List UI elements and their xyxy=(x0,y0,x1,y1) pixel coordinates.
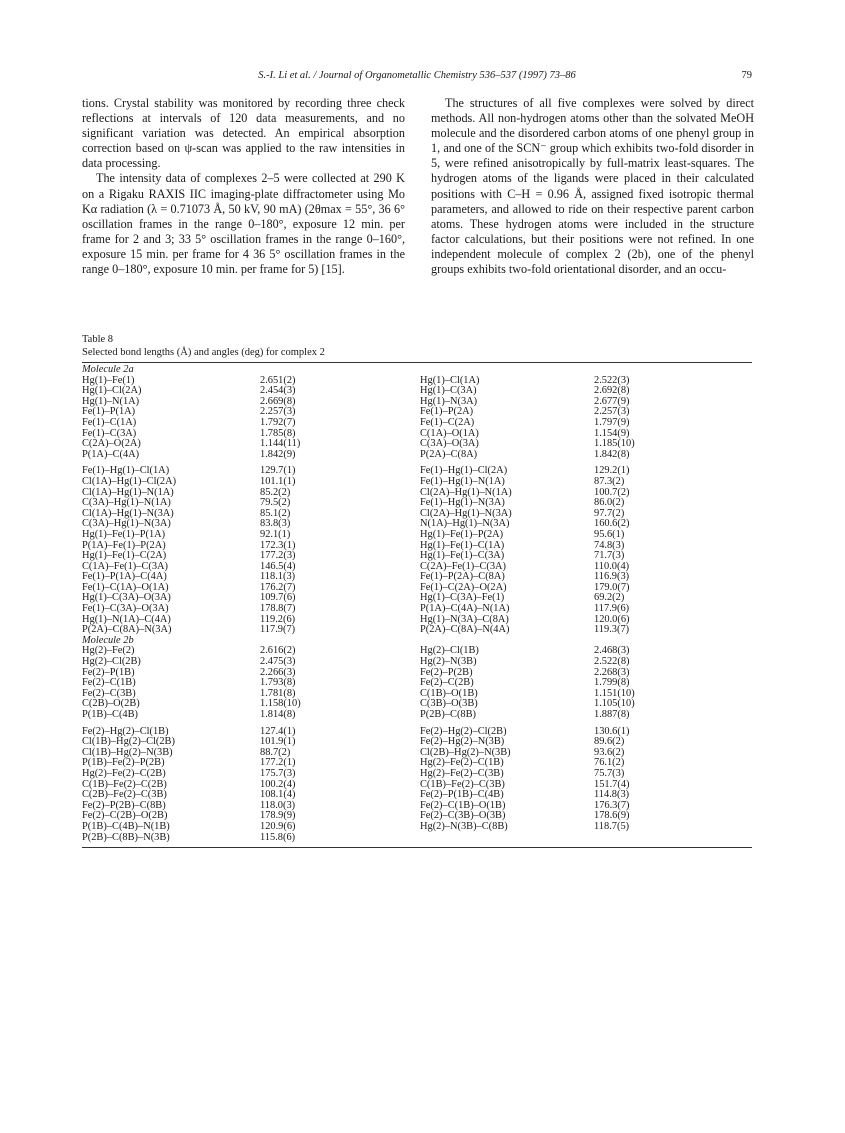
bond-label: P(1B)–Fe(2)–P(2B) xyxy=(82,757,165,769)
page-number: 79 xyxy=(741,70,752,81)
bond-value: 71.7(3) xyxy=(594,550,625,562)
bond-value: 95.6(1) xyxy=(594,528,625,540)
bond-label: P(1B)–C(4B)–N(1B) xyxy=(82,820,170,832)
bond-label: Fe(2)–P(2B) xyxy=(420,666,473,678)
bond-label: Hg(1)–C(3A)–Fe(1) xyxy=(420,592,505,604)
table-row xyxy=(82,801,752,812)
bond-value: 172.3(1) xyxy=(260,539,296,551)
bond-value: 89.6(2) xyxy=(594,736,625,748)
bond-value: 2.616(2) xyxy=(260,645,296,657)
bond-label: Hg(1)–Fe(1)–P(1A) xyxy=(82,528,166,540)
table-row xyxy=(82,466,752,477)
bond-label: Hg(2)–Cl(2B) xyxy=(82,656,141,668)
bond-label: Hg(1)–Fe(1)–C(3A) xyxy=(420,550,505,562)
table-row xyxy=(82,562,752,573)
bond-label: Fe(2)–P(1B) xyxy=(82,666,135,678)
bond-value: 151.7(4) xyxy=(594,778,630,790)
bond-value: 176.3(7) xyxy=(594,799,630,811)
bond-label: Fe(1)–P(1A) xyxy=(82,406,136,418)
table-row xyxy=(82,833,752,844)
bond-label: Hg(2)–Fe(2) xyxy=(82,645,135,657)
bond-value: 177.2(1) xyxy=(260,757,296,769)
bond-label: Fe(2)–P(1B)–C(4B) xyxy=(420,789,504,801)
bond-value: 83.8(3) xyxy=(260,518,291,530)
table-row xyxy=(82,386,752,397)
bond-label: Cl(2B)–Hg(2)–N(3B) xyxy=(420,746,511,758)
table-row xyxy=(82,407,752,418)
bond-label: Cl(1B)–Hg(2)–N(3B) xyxy=(82,746,173,758)
bond-value: 1.887(8) xyxy=(594,709,630,720)
bond-label: Hg(1)–N(3A)–C(8A) xyxy=(420,613,509,625)
bond-label: Cl(1A)–Hg(1)–Cl(2A) xyxy=(82,475,177,487)
table-row xyxy=(82,811,752,822)
bond-table xyxy=(82,365,752,843)
bond-value: 69.2(2) xyxy=(594,592,625,604)
bond-value: 114.8(3) xyxy=(594,789,630,801)
table-row xyxy=(82,498,752,509)
table-row xyxy=(82,780,752,791)
bond-value: 74.8(3) xyxy=(594,539,625,551)
bond-value: 2.692(8) xyxy=(594,385,630,397)
bond-label: Fe(2)–C(2B)–O(2B) xyxy=(82,810,168,822)
table-row xyxy=(82,397,752,408)
bond-value: 79.5(2) xyxy=(260,497,291,509)
bond-label: Hg(1)–Fe(1)–C(1A) xyxy=(420,539,505,551)
table-row xyxy=(82,477,752,488)
bond-label: P(1A)–C(4A) xyxy=(82,448,140,460)
section-heading xyxy=(82,365,752,376)
bond-label: Hg(1)–Fe(1) xyxy=(82,374,135,386)
bond-label: Fe(2)–C(3B)–O(3B) xyxy=(420,810,506,822)
bond-value: 2.257(3) xyxy=(260,406,296,418)
bond-value: 1.154(9) xyxy=(594,427,630,439)
bond-value: 92.1(1) xyxy=(260,528,291,540)
table-row xyxy=(82,769,752,780)
bond-value: 2.651(2) xyxy=(260,374,296,386)
bond-label: Fe(1)–P(1A)–C(4A) xyxy=(82,571,167,583)
bond-value: 130.6(1) xyxy=(594,725,630,737)
table-row xyxy=(82,710,752,721)
bond-label: P(1B)–C(4B) xyxy=(82,709,138,720)
bond-value: 1.105(10) xyxy=(594,698,635,710)
bond-label: Fe(1)–C(3A)–O(3A) xyxy=(82,603,169,615)
table-row xyxy=(82,450,752,461)
table-row xyxy=(82,625,752,636)
bond-value: 120.9(6) xyxy=(260,820,296,832)
bond-label: Fe(1)–C(2A) xyxy=(420,416,475,428)
bond-value: 1.797(9) xyxy=(594,416,630,428)
table-row xyxy=(82,668,752,679)
bond-label: Fe(1)–C(1A)–O(1A) xyxy=(82,581,169,593)
bond-value: 129.7(1) xyxy=(260,465,296,477)
table-row xyxy=(82,418,752,429)
bond-label: Hg(2)–N(3B) xyxy=(420,656,477,668)
bond-value: 119.2(6) xyxy=(260,613,296,625)
bond-value: 87.3(2) xyxy=(594,475,625,487)
bond-label: Fe(1)–C(2A)–O(2A) xyxy=(420,581,507,593)
bond-value: 117.9(6) xyxy=(594,603,630,615)
bond-value: 97.7(2) xyxy=(594,507,625,519)
table-row xyxy=(82,822,752,833)
bond-value: 2.266(3) xyxy=(260,666,296,678)
bond-label: C(1A)–Fe(1)–C(3A) xyxy=(82,560,168,572)
bond-value: 117.9(7) xyxy=(260,624,296,636)
bond-label: Fe(2)–Hg(2)–N(3B) xyxy=(420,736,505,748)
section-title: Molecule 2a xyxy=(82,364,134,375)
table-title: Selected bond lengths (Å) and angles (deg) for complex 2 xyxy=(82,347,325,358)
table-row xyxy=(82,657,752,668)
bond-label: Cl(1B)–Hg(2)–Cl(2B) xyxy=(82,736,175,748)
bond-value: 100.2(4) xyxy=(260,778,296,790)
bond-label: Hg(2)–Fe(2)–C(1B) xyxy=(420,757,504,769)
running-header xyxy=(82,70,752,86)
bond-value: 101.1(1) xyxy=(260,475,296,487)
bond-label: Hg(2)–Fe(2)–C(3B) xyxy=(420,767,504,779)
bond-label: Fe(1)–Hg(1)–N(1A) xyxy=(420,475,505,487)
bond-value: 119.3(7) xyxy=(594,624,630,636)
bond-label: C(2A)–Fe(1)–C(3A) xyxy=(420,560,506,572)
bond-label: Hg(2)–N(3B)–C(8B) xyxy=(420,820,508,832)
bond-label: Hg(2)–Fe(2)–C(2B) xyxy=(82,767,166,779)
bond-label: C(2B)–O(2B) xyxy=(82,698,140,710)
bond-label: C(3A)–O(3A) xyxy=(420,438,479,450)
bond-label: P(2A)–C(8A) xyxy=(420,448,478,460)
bond-label: P(2B)–C(8B) xyxy=(420,709,476,720)
bond-label: C(3B)–O(3B) xyxy=(420,698,478,710)
table-row xyxy=(82,689,752,700)
table-row xyxy=(82,699,752,710)
bond-value: 85.1(2) xyxy=(260,507,291,519)
table-row xyxy=(82,551,752,562)
table-row xyxy=(82,519,752,530)
table-row xyxy=(82,758,752,769)
bond-value: 1.151(10) xyxy=(594,687,635,699)
bond-label: Hg(1)–N(1A)–C(4A) xyxy=(82,613,171,625)
bond-label: Fe(2)–P(2B)–C(8B) xyxy=(82,799,166,811)
table-row xyxy=(82,541,752,552)
bond-value: 146.5(4) xyxy=(260,560,296,572)
bond-label: C(1B)–Fe(2)–C(2B) xyxy=(82,778,167,790)
bond-value: 129.2(1) xyxy=(594,465,630,477)
journal-citation: S.-I. Li et al. / Journal of Organometallic Chemistry 536–537 (1997) 73–86 xyxy=(258,70,576,81)
bond-label: Hg(1)–Cl(2A) xyxy=(82,385,142,397)
bond-value: 1.842(8) xyxy=(594,448,630,460)
bond-value: 118.1(3) xyxy=(260,571,296,583)
bond-label: P(1A)–C(4A)–N(1A) xyxy=(420,603,510,615)
bond-value: 1.144(11) xyxy=(260,438,301,450)
bond-label: Fe(1)–C(3A) xyxy=(82,427,137,439)
bond-label: Cl(1A)–Hg(1)–N(1A) xyxy=(82,486,174,498)
bond-value: 127.4(1) xyxy=(260,725,296,737)
bond-label: Hg(1)–Fe(1)–C(2A) xyxy=(82,550,167,562)
table-caption xyxy=(82,333,752,359)
table-row xyxy=(82,530,752,541)
bond-value: 86.0(2) xyxy=(594,497,625,509)
bond-value: 160.6(2) xyxy=(594,518,630,530)
table-row xyxy=(82,439,752,450)
table-label: Table 8 xyxy=(82,334,114,345)
bond-value: 1.785(8) xyxy=(260,427,296,439)
table-row xyxy=(82,572,752,583)
bond-label: C(1A)–O(1A) xyxy=(420,427,479,439)
table-row xyxy=(82,593,752,604)
bond-label: Hg(1)–Fe(1)–P(2A) xyxy=(420,528,504,540)
table-row xyxy=(82,748,752,759)
bond-value: 88.7(2) xyxy=(260,746,291,758)
bond-value: 76.1(2) xyxy=(594,757,625,769)
bond-value: 178.9(9) xyxy=(260,810,296,822)
bond-label: Hg(1)–C(3A)–O(3A) xyxy=(82,592,171,604)
bond-label: C(1B)–O(1B) xyxy=(420,687,478,699)
bond-value: 2.677(9) xyxy=(594,395,630,407)
bond-value: 178.6(9) xyxy=(594,810,630,822)
bond-label: C(1B)–Fe(2)–C(3B) xyxy=(420,778,505,790)
table-row xyxy=(82,429,752,440)
bond-value: 110.0(4) xyxy=(594,560,630,572)
bond-label: P(2B)–C(8B)–N(3B) xyxy=(82,831,170,843)
bond-label: P(1A)–Fe(1)–P(2A) xyxy=(82,539,166,551)
bond-label: Fe(2)–Hg(2)–Cl(2B) xyxy=(420,725,507,737)
table-row xyxy=(82,790,752,801)
paragraph: tions. Crystal stability was monitored by recording three check reflections at intervals of 120 data measurements, and no significant variation was detected. An empirical absorption correction based on ψ-scan was applied to the raw intensities in data processing. xyxy=(82,96,405,171)
bond-value: 1.814(8) xyxy=(260,709,296,720)
bond-label: Fe(2)–C(1B) xyxy=(82,677,136,689)
bond-value: 1.792(7) xyxy=(260,416,296,428)
bond-value: 108.1(4) xyxy=(260,789,296,801)
bond-value: 115.8(6) xyxy=(260,831,296,843)
bond-value: 116.9(3) xyxy=(594,571,630,583)
bond-label: Cl(2A)–Hg(1)–N(1A) xyxy=(420,486,512,498)
bond-label: P(2A)–C(8A)–N(4A) xyxy=(420,624,510,636)
bond-label: Fe(1)–Hg(1)–N(3A) xyxy=(420,497,505,509)
bond-label: Fe(2)–C(1B)–O(1B) xyxy=(420,799,506,811)
bond-label: Fe(1)–P(2A) xyxy=(420,406,474,418)
bond-value: 1.781(8) xyxy=(260,687,296,699)
bond-value: 100.7(2) xyxy=(594,486,630,498)
table-row xyxy=(82,376,752,387)
bond-value: 179.0(7) xyxy=(594,581,630,593)
bond-value: 118.7(5) xyxy=(594,820,630,832)
bond-label: Fe(1)–Hg(1)–Cl(1A) xyxy=(82,465,170,477)
paragraph: The intensity data of complexes 2–5 were collected at 290 K on a Rigaku RAXIS IIC imaging-plate diffractometer using Mo Kα radiation (λ = 0.71073 Å, 50 kV, 90 mA) (2θmax = 55°, 36 6° oscillation frames in the range 0–180°, exposure 12 min. per frame for 2 and 3; 33 5° oscillation frames in the range 0–160°, exposure 15 min. per frame for 4 36 5° oscillation frames in the range 0–180°, exposure 10 min. per frame for 5) [15]. xyxy=(82,171,405,277)
bond-value: 2.475(3) xyxy=(260,656,296,668)
bond-label: P(2A)–C(8A)–N(3A) xyxy=(82,624,172,636)
bond-label: Fe(2)–C(2B) xyxy=(420,677,474,689)
table-row xyxy=(82,646,752,657)
bond-label: C(3A)–Hg(1)–N(3A) xyxy=(82,518,171,530)
bond-label: Fe(2)–C(3B) xyxy=(82,687,136,699)
table-row xyxy=(82,488,752,499)
bond-value: 1.793(8) xyxy=(260,677,296,689)
bond-value: 1.158(10) xyxy=(260,698,301,710)
bond-value: 120.0(6) xyxy=(594,613,630,625)
bond-value: 176.2(7) xyxy=(260,581,296,593)
section-title: Molecule 2b xyxy=(82,634,134,646)
bond-value: 1.799(8) xyxy=(594,677,630,689)
left-text-column xyxy=(82,96,405,277)
bond-label: Fe(1)–Hg(1)–Cl(2A) xyxy=(420,465,508,477)
bond-value: 177.2(3) xyxy=(260,550,296,562)
bond-value: 2.268(3) xyxy=(594,666,630,678)
bond-label: Hg(1)–Cl(1A) xyxy=(420,374,480,386)
bond-label: Cl(1A)–Hg(1)–N(3A) xyxy=(82,507,174,519)
bond-value: 75.7(3) xyxy=(594,767,625,779)
bond-label: C(3A)–Hg(1)–N(1A) xyxy=(82,497,171,509)
section-heading xyxy=(82,636,752,647)
table-row xyxy=(82,737,752,748)
bond-value: 2.522(3) xyxy=(594,374,630,386)
bond-value: 175.7(3) xyxy=(260,767,296,779)
table-row xyxy=(82,615,752,626)
bond-value: 2.454(3) xyxy=(260,385,296,397)
bond-label: Hg(1)–N(3A) xyxy=(420,395,478,407)
table-row xyxy=(82,727,752,738)
bond-value: 109.7(6) xyxy=(260,592,296,604)
bond-label: N(1A)–Hg(1)–N(3A) xyxy=(420,518,510,530)
bond-label: Hg(1)–C(3A) xyxy=(420,385,477,397)
right-text-column xyxy=(431,96,754,277)
table-top-rule xyxy=(82,362,752,363)
bond-label: Fe(1)–C(1A) xyxy=(82,416,137,428)
bond-label: Cl(2A)–Hg(1)–N(3A) xyxy=(420,507,512,519)
bond-value: 2.468(3) xyxy=(594,645,630,657)
bond-value: 118.0(3) xyxy=(260,799,296,811)
bond-value: 178.8(7) xyxy=(260,603,296,615)
bond-value: 101.9(1) xyxy=(260,736,296,748)
table-row xyxy=(82,583,752,594)
bond-value: 93.6(2) xyxy=(594,746,625,758)
bond-label: Fe(2)–Hg(2)–Cl(1B) xyxy=(82,725,169,737)
table-bottom-rule xyxy=(82,847,752,848)
bond-value: 1.185(10) xyxy=(594,438,635,450)
paragraph: The structures of all five complexes were solved by direct methods. All non-hydrogen atoms other than the solvated MeOH molecule and the disordered carbon atoms of one phenyl group in 1, and one of the SCN⁻ group which exhibits two-fold disorder in 5, were refined anisotropically by full-matrix least-squares. The hydrogen atoms of the ligands were placed in their calculated positions with C–H = 0.96 Å, assigned fixed isotropic thermal parameters, and allowed to ride on their respective parent carbon atoms. These hydrogen atoms were included in the structure factor calculations, but their positions were not refined. In one independent molecule of complex 2 (2b), one of the phenyl groups exhibits two-fold orientational disorder, and an occu- xyxy=(431,96,754,277)
table-row xyxy=(82,604,752,615)
table-row xyxy=(82,509,752,520)
bond-value: 2.257(3) xyxy=(594,406,630,418)
bond-value: 2.669(8) xyxy=(260,395,296,407)
bond-label: Fe(1)–P(2A)–C(8A) xyxy=(420,571,505,583)
bond-label: Hg(2)–Cl(1B) xyxy=(420,645,479,657)
bond-value: 2.522(8) xyxy=(594,656,630,668)
bond-label: C(2B)–Fe(2)–C(3B) xyxy=(82,789,167,801)
bond-value: 1.842(9) xyxy=(260,448,296,460)
bond-label: C(2A)–O(2A) xyxy=(82,438,141,450)
bond-label: Hg(1)–N(1A) xyxy=(82,395,140,407)
bond-value: 85.2(2) xyxy=(260,486,291,498)
table-row xyxy=(82,678,752,689)
